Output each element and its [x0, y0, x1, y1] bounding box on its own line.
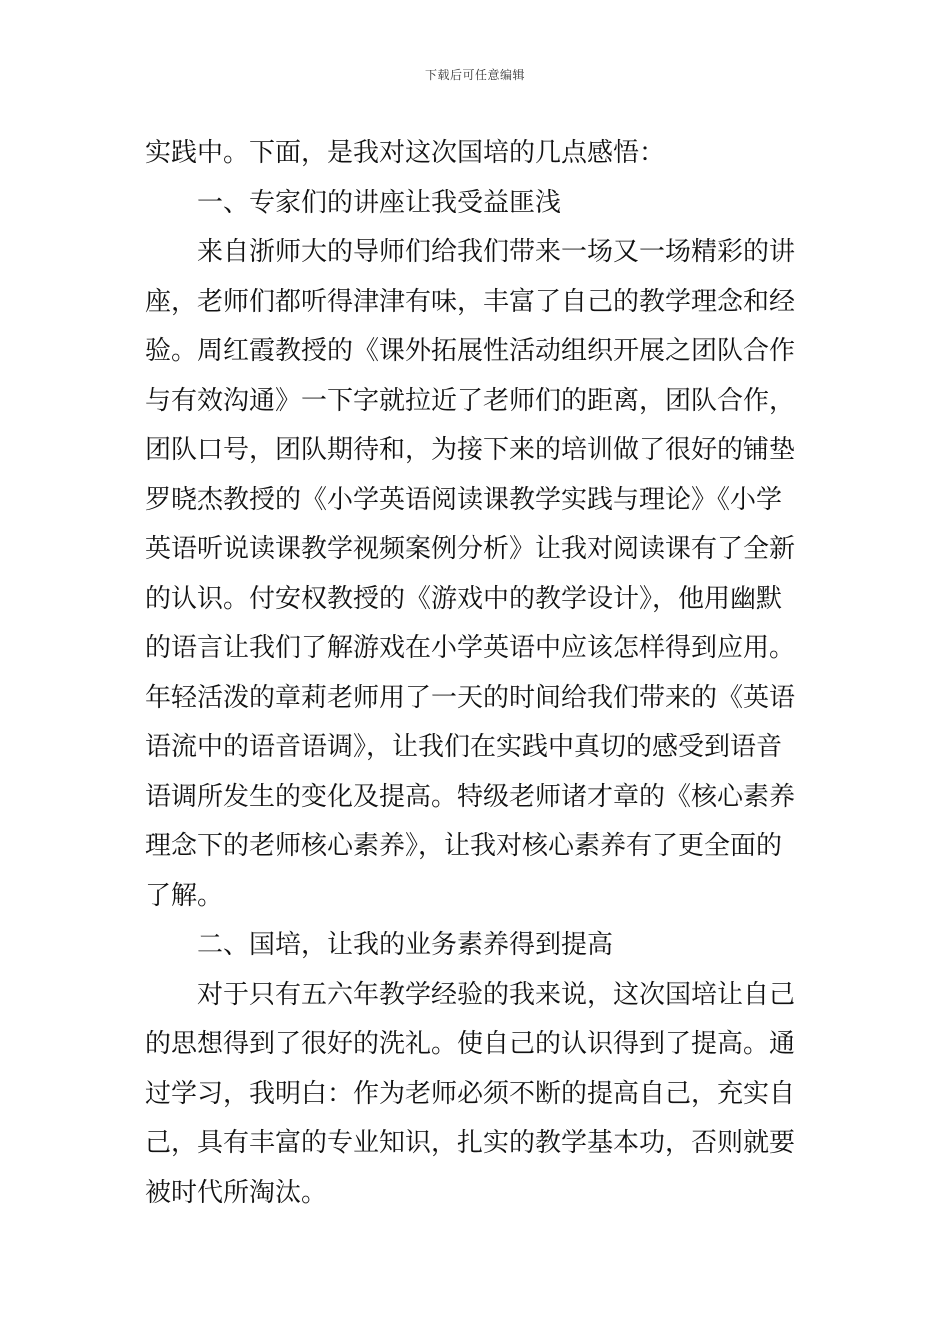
document-body [145, 129, 810, 1218]
section-heading: 二、国培，让我的业务素养得到提高 [197, 930, 614, 960]
text-line: 验。周红霞教授的《课外拓展性活动组织开展之团队合作 [145, 336, 796, 366]
text-line: 语调所发生的变化及提高。特级老师诸才章的《核心素养 [145, 781, 796, 812]
text-line: 年轻活泼的章莉老师用了一天的时间给我们带来的《英语 [145, 682, 796, 713]
text-line: 己，具有丰富的专业知识，扎实的教学基本功，否则就要 [145, 1128, 796, 1158]
text-line: 语流中的语音语调》，让我们在实践中真切的感受到语音 [145, 732, 783, 762]
text-line: 的思想得到了很好的洗礼。使自己的认识得到了提高。通 [145, 1029, 796, 1059]
text-line: 英语听说读课教学视频案例分析》让我对阅读课有了全新 [145, 534, 796, 564]
section-heading: 一、专家们的讲座让我受益匪浅 [197, 187, 562, 218]
text-line: 被时代所淘汰。 [145, 1177, 328, 1208]
text-line: 团队口号，团队期待和，为接下来的培训做了很好的铺垫 [145, 435, 796, 465]
text-line: 的语言让我们了解游戏在小学英语中应该怎样得到应用。 [145, 633, 796, 663]
text-line: 罗晓杰教授的《小学英语阅读课教学实践与理论》《小学 [145, 484, 783, 515]
text-line: 实践中。下面，是我对这次国培的几点感悟： [145, 138, 666, 168]
page-header: 下载后可任意编辑 [424, 68, 525, 82]
text-line: 与有效沟通》一下字就拉近了老师们的距离，团队合作， [145, 385, 796, 416]
text-line: 理念下的老师核心素养》，让我对核心素养有了更全面的 [145, 831, 783, 861]
text-line: 来自浙师大的导师们给我们带来一场又一场精彩的讲 [197, 237, 796, 267]
text-line: 对于只有五六年教学经验的我来说，这次国培让自己 [197, 979, 796, 1010]
text-line: 了解。 [145, 880, 224, 911]
text-line: 过学习，我明白：作为老师必须不断的提高自己，充实自 [145, 1078, 796, 1109]
text-line: 座，老师们都听得津津有味，丰富了自己的教学理念和经 [145, 286, 796, 317]
text-line: 的认识。付安权教授的《游戏中的教学设计》，他用幽默 [145, 583, 783, 614]
